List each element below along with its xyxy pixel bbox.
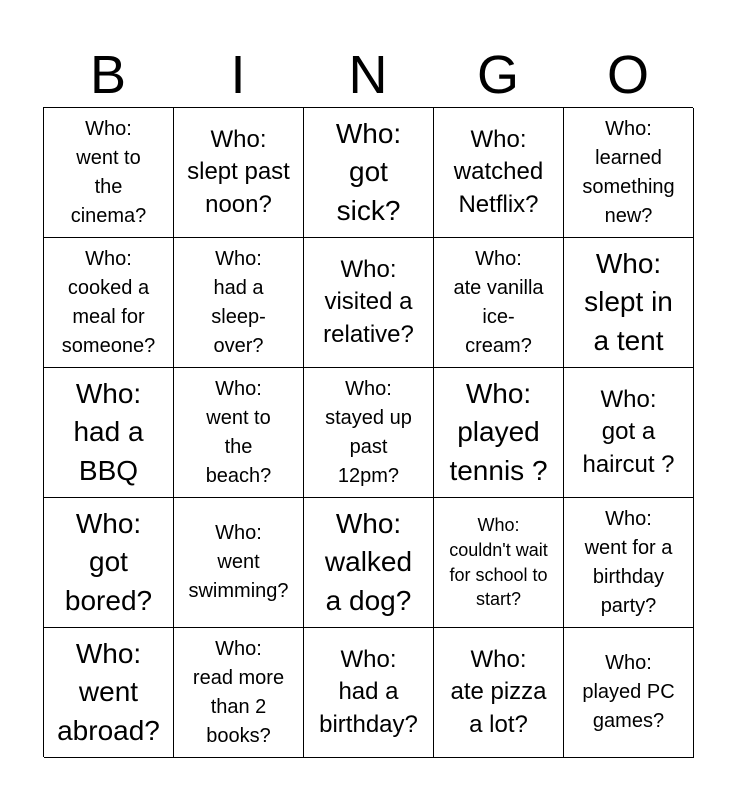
- header-letter-o: O: [606, 45, 649, 105]
- cell-text: Who: went to the beach?: [205, 377, 272, 487]
- cell-text: Who: went abroad?: [57, 637, 160, 746]
- header-letter-n: N: [348, 45, 388, 105]
- bingo-cell[interactable]: [434, 498, 564, 628]
- cell-text: Who: walked a dog?: [324, 507, 413, 616]
- bingo-cell[interactable]: [44, 628, 174, 758]
- cell-text: Who: cooked a meal for someone?: [61, 247, 156, 357]
- cell-text: Who: ate pizza a lot?: [450, 645, 547, 738]
- bingo-cell[interactable]: [564, 368, 694, 498]
- bingo-board: [43, 107, 693, 757]
- bingo-cell[interactable]: [44, 108, 174, 238]
- bingo-cell[interactable]: [564, 238, 694, 368]
- bingo-cell[interactable]: [564, 108, 694, 238]
- bingo-cell[interactable]: [434, 108, 564, 238]
- cell-text: Who: had a sleep- over?: [211, 247, 266, 357]
- bingo-cell[interactable]: [434, 628, 564, 758]
- header-letter-g: G: [476, 45, 519, 105]
- bingo-cell[interactable]: [174, 628, 304, 758]
- bingo-cell[interactable]: [44, 238, 174, 368]
- bingo-cell[interactable]: [174, 108, 304, 238]
- cell-text: Who: went for a birthday party?: [584, 507, 673, 617]
- cell-text: Who: couldn't wait for school to start?: [449, 514, 548, 610]
- cell-text: Who: watched Netflix?: [453, 125, 544, 218]
- bingo-cell[interactable]: [304, 628, 434, 758]
- cell-text: Who: got a haircut ?: [582, 385, 675, 478]
- bingo-cell[interactable]: [304, 238, 434, 368]
- cell-text: Who: learned something new?: [582, 117, 675, 227]
- cell-text: Who: slept past noon?: [187, 125, 290, 218]
- header-letter-i: I: [230, 45, 246, 105]
- cell-text: Who: stayed up past 12pm?: [325, 377, 412, 487]
- cell-text: Who: went swimming?: [188, 522, 289, 602]
- cell-text: Who: got bored?: [64, 507, 153, 616]
- cell-text: Who: slept in a tent: [584, 247, 673, 356]
- bingo-cell[interactable]: [174, 238, 304, 368]
- bingo-cell[interactable]: [564, 628, 694, 758]
- cell-text: Who: got sick?: [335, 117, 402, 226]
- cell-text: Who: ate vanilla ice- cream?: [453, 247, 544, 357]
- bingo-header: [43, 44, 693, 106]
- cell-text: Who: had a birthday?: [319, 645, 418, 738]
- bingo-cell[interactable]: [564, 498, 694, 628]
- cell-text: Who: went to the cinema?: [70, 117, 147, 227]
- header-letter-b: B: [89, 45, 127, 105]
- bingo-cell[interactable]: [44, 498, 174, 628]
- cell-text: Who: had a BBQ: [73, 377, 144, 486]
- bingo-cell[interactable]: [434, 368, 564, 498]
- bingo-cell[interactable]: [44, 368, 174, 498]
- cell-text: Who: played tennis ?: [449, 377, 548, 486]
- bingo-cell[interactable]: [174, 498, 304, 628]
- cell-text: Who: played PC games?: [582, 652, 675, 732]
- bingo-cell[interactable]: [304, 498, 434, 628]
- bingo-cell[interactable]: [434, 238, 564, 368]
- cell-text: Who: visited a relative?: [323, 255, 414, 348]
- bingo-cell[interactable]: [304, 108, 434, 238]
- cell-text: Who: read more than 2 books?: [192, 637, 285, 747]
- bingo-cell[interactable]: [304, 368, 434, 498]
- bingo-cell[interactable]: [174, 368, 304, 498]
